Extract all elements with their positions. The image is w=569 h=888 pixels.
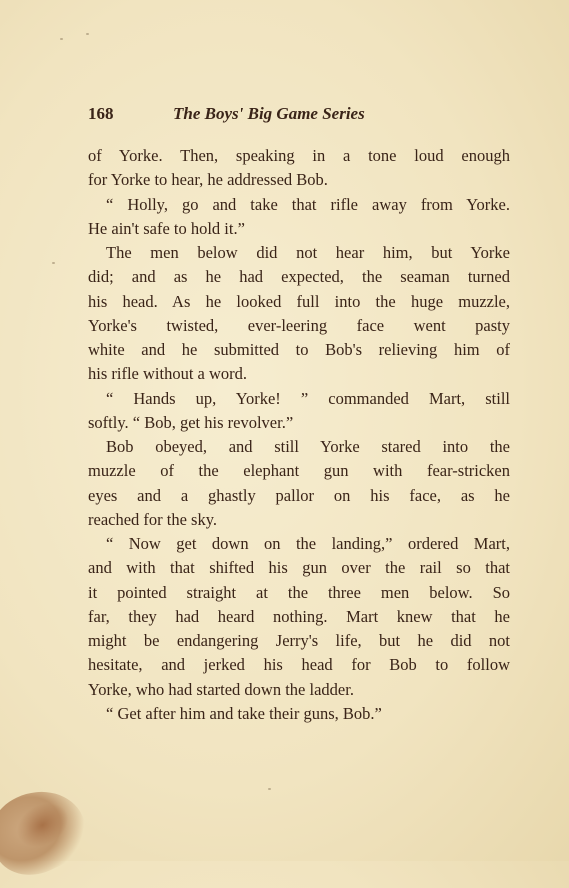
body-text <box>88 144 510 726</box>
text-line: his rifle without a word. <box>88 364 248 384</box>
text-line: did; and as he had expected, the seaman turned <box>88 267 510 287</box>
text-line: “ Now get down on the landing,” ordered Mart, <box>106 534 510 553</box>
text-line: softly. “ Bob, get his revolver.” <box>88 412 294 432</box>
page-number: 168 <box>88 104 114 123</box>
text-line: eyes and a ghastly pallor on his face, as he <box>88 485 510 505</box>
page-header <box>88 100 518 128</box>
running-title: The Boys' Big Game Series <box>173 104 365 123</box>
text-line: “ Hands up, Yorke! ” commanded Mart, still <box>106 388 510 408</box>
text-line: of Yorke. Then, speaking in a tone loud enough <box>88 146 510 165</box>
text-line: Yorke's twisted, ever-leering face went pasty <box>88 315 510 335</box>
text-line: reached for the sky. <box>88 509 218 529</box>
paper-speck <box>52 262 55 264</box>
text-line: white and he submitted to Bob's relieving him of <box>88 340 510 359</box>
text-line: “ Get after him and take their guns, Bob.” <box>106 703 382 723</box>
text-line: Yorke, who had started down the ladder. <box>88 679 354 699</box>
text-line: might be endangering Jerry's life, but he did not <box>88 631 510 650</box>
text-line: The men below did not hear him, but Yorke <box>106 243 510 262</box>
text-line: his head. As he looked full into the huge muzzle, <box>88 291 510 311</box>
text-line: it pointed straight at the three men below. So <box>88 582 510 602</box>
text-line: Bob obeyed, and still Yorke stared into the <box>106 437 510 456</box>
text-line: for Yorke to hear, he addressed Bob. <box>88 170 328 190</box>
text-line: far, they had heard nothing. Mart knew that he <box>88 606 510 626</box>
text-line: muzzle of the elephant gun with fear-stricken <box>88 461 510 481</box>
text-line: He ain't safe to hold it.” <box>88 218 245 238</box>
text-line: and with that shifted his gun over the rail so that <box>88 558 510 578</box>
text-line: “ Holly, go and take that rifle away from Yorke. <box>106 194 510 214</box>
paper-speck <box>268 788 271 790</box>
text-line: hesitate, and jerked his head for Bob to follow <box>88 655 510 675</box>
paper-speck <box>86 33 89 35</box>
paper-speck <box>60 38 63 40</box>
